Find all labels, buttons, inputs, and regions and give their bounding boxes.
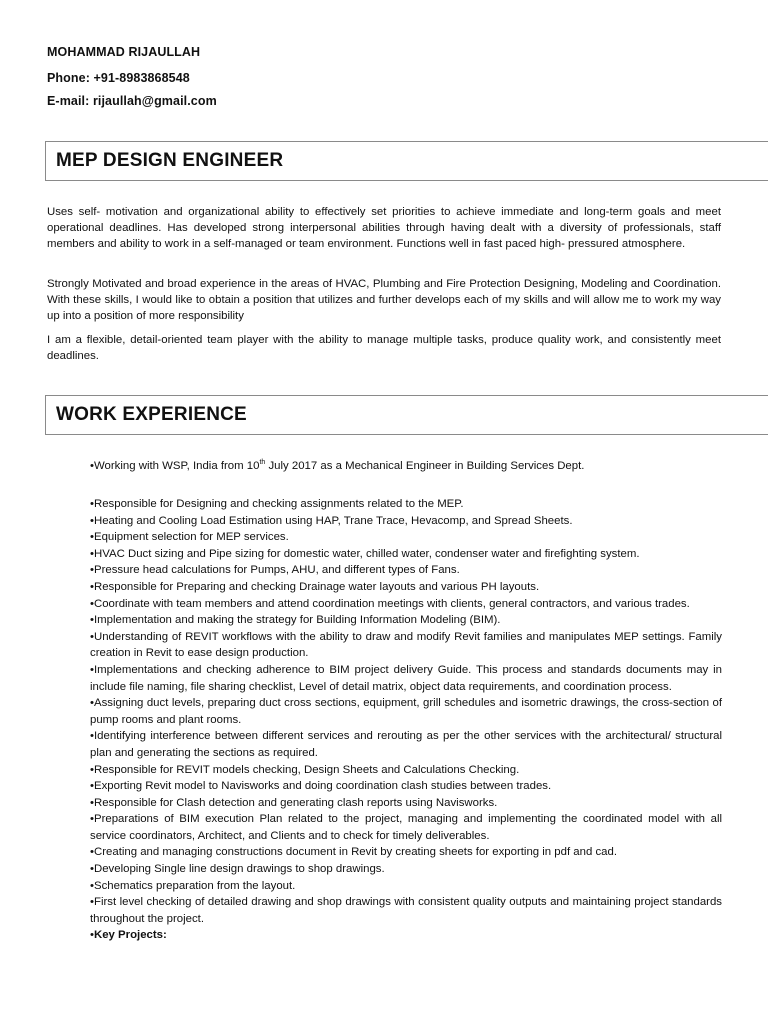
list-item (90, 762, 722, 779)
list-item (90, 894, 722, 927)
list-item-text: Understanding of REVIT workflows with the ability to draw and modify Revit families and manipulates MEP settings. Family creation in Revit to ease design production. (90, 630, 722, 660)
employment-item (90, 458, 722, 475)
list-item-text: Creating and managing constructions document in Revit by creating sheets for exporting in pdf and cad. (94, 846, 618, 859)
list-item (90, 612, 722, 629)
list-item (90, 496, 722, 513)
list-item-text: Responsible for Preparing and checking Drainage water layouts and various PH layouts. (94, 580, 540, 593)
bullet-icon: • (90, 813, 94, 826)
bullet-icon: • (90, 929, 94, 942)
list-item-text: Equipment selection for MEP services. (94, 531, 289, 544)
list-item (90, 795, 722, 812)
employment-line (90, 458, 722, 475)
list-item (90, 629, 722, 662)
list-item (90, 529, 722, 546)
list-item-text: Responsible for Clash detection and generating clash reports using Navisworks. (94, 796, 498, 809)
list-item-text: Implementation and making the strategy for Building Information Modeling (BIM). (94, 614, 501, 627)
bullet-icon: • (90, 846, 94, 859)
list-item-text: Responsible for REVIT models checking, Design Sheets and Calculations Checking. (94, 763, 520, 776)
list-item (90, 695, 722, 728)
list-item (90, 728, 722, 761)
list-item-text: Identifying interference between different services and rerouting as per the other services with the architectural/ structural plan and generating the sections as required. (90, 730, 722, 759)
list-item-text: Preparations of BIM execution Plan related to the project, managing and implementing the coordinated model with all service coordinators, Architect, and Clients and to check for timely deliverables. (90, 813, 722, 842)
list-item (90, 579, 722, 596)
bullet-icon: • (90, 697, 94, 710)
bullet-icon: • (90, 630, 94, 643)
bullet-icon: • (90, 514, 94, 527)
bullet-icon: • (90, 780, 94, 793)
bullet-icon: • (90, 460, 94, 472)
list-item (90, 546, 722, 563)
bullet-icon: • (90, 896, 94, 909)
summary-paragraph-3: I am a flexible, detail-oriented team player with the ability to manage multiple tasks, produce quality work, and consistently meet deadlines. (47, 334, 721, 362)
bullet-icon: • (90, 580, 94, 593)
key-projects-heading (90, 927, 722, 944)
bullet-icon: • (90, 597, 94, 610)
bullet-icon: • (90, 763, 94, 776)
responsibility-list (90, 496, 722, 944)
bullet-icon: • (90, 863, 94, 876)
bullet-icon: • (90, 879, 94, 892)
list-item-text: Developing Single line design drawings to shop drawings. (94, 863, 385, 876)
list-item (90, 662, 722, 695)
work-experience-title: WORK EXPERIENCE (56, 404, 247, 425)
bullet-icon: • (90, 730, 94, 743)
bullet-icon: • (90, 564, 94, 577)
list-item-text: Exporting Revit model to Navisworks and doing coordination clash studies between trades. (94, 780, 552, 793)
list-item-text: Schematics preparation from the layout. (94, 879, 296, 892)
bullet-icon: • (90, 498, 94, 510)
list-item-text: First level checking of detailed drawing and shop drawings with consistent quality outputs and maintaining project standards throughout the project. (90, 896, 722, 925)
work-experience-title-box (45, 395, 768, 435)
email-line: E-mail: rijaullah@gmail.com (47, 94, 217, 108)
bullet-icon: • (90, 531, 94, 544)
list-item-text: Heating and Cooling Load Estimation using HAP, Trane Trace, Hevacomp, and Spread Sheets. (94, 514, 573, 527)
list-item-text: Coordinate with team members and attend coordination meetings with clients, general contractors, and various trades. (94, 597, 690, 610)
list-item (90, 861, 722, 878)
phone-line: Phone: +91-8983868548 (47, 71, 190, 85)
summary-paragraph-2: Strongly Motivated and broad experience in the areas of HVAC, Plumbing and Fire Protection Designing, Modeling and Coordination. With these skills, I would like to obtain a position that utilizes and further develops each of my skills and will allow me to work my way up into a position of more responsibility (47, 278, 721, 322)
list-item (90, 844, 722, 861)
list-item (90, 811, 722, 844)
employment-text-start: Working with WSP, India from 10 (94, 460, 260, 472)
bullet-icon: • (90, 663, 94, 676)
list-item-text: Pressure head calculations for Pumps, AHU, and different types of Fans. (94, 564, 460, 577)
list-item-text: Assigning duct levels, preparing duct cross sections, equipment, grill schedules and isometric drawings, the cross-section of pump rooms and plant rooms. (90, 697, 722, 726)
list-item (90, 878, 722, 895)
key-projects-label: Key Projects: (94, 929, 167, 942)
employment-date-suffix: th (259, 459, 266, 467)
list-item-text: Implementations and checking adherence to BIM project delivery Guide. This process and standards documents may in include file naming, file sharing checklist, Level of detail matrix, object data requirements, and coordination process. (90, 663, 722, 693)
list-item (90, 596, 722, 613)
bullet-icon: • (90, 796, 94, 809)
mep-title-box (45, 141, 768, 181)
list-item (90, 562, 722, 579)
bullet-icon: • (90, 614, 94, 627)
employment-text-end: July 2017 as a Mechanical Engineer in Building Services Dept. (265, 460, 585, 472)
summary-paragraph-1: Uses self- motivation and organizational ability to effectively set priorities to achieve immediate and long-term goals and meet operational deadlines. Has developed strong interpersonal abilities through having dealt with a diversity of professionals, staff members and ability to work in a self-managed or team environment. Functions well in fast paced high- pressured atmosphere. (47, 206, 721, 250)
mep-title: MEP DESIGN ENGINEER (56, 150, 284, 171)
list-item-text: HVAC Duct sizing and Pipe sizing for domestic water, chilled water, condenser water and firefighting system. (94, 547, 640, 560)
candidate-name: MOHAMMAD RIJAULLAH (47, 45, 201, 59)
bullet-icon: • (90, 547, 94, 560)
list-item (90, 513, 722, 530)
list-item (90, 778, 722, 795)
list-item-text: Responsible for Designing and checking assignments related to the MEP. (94, 498, 464, 510)
